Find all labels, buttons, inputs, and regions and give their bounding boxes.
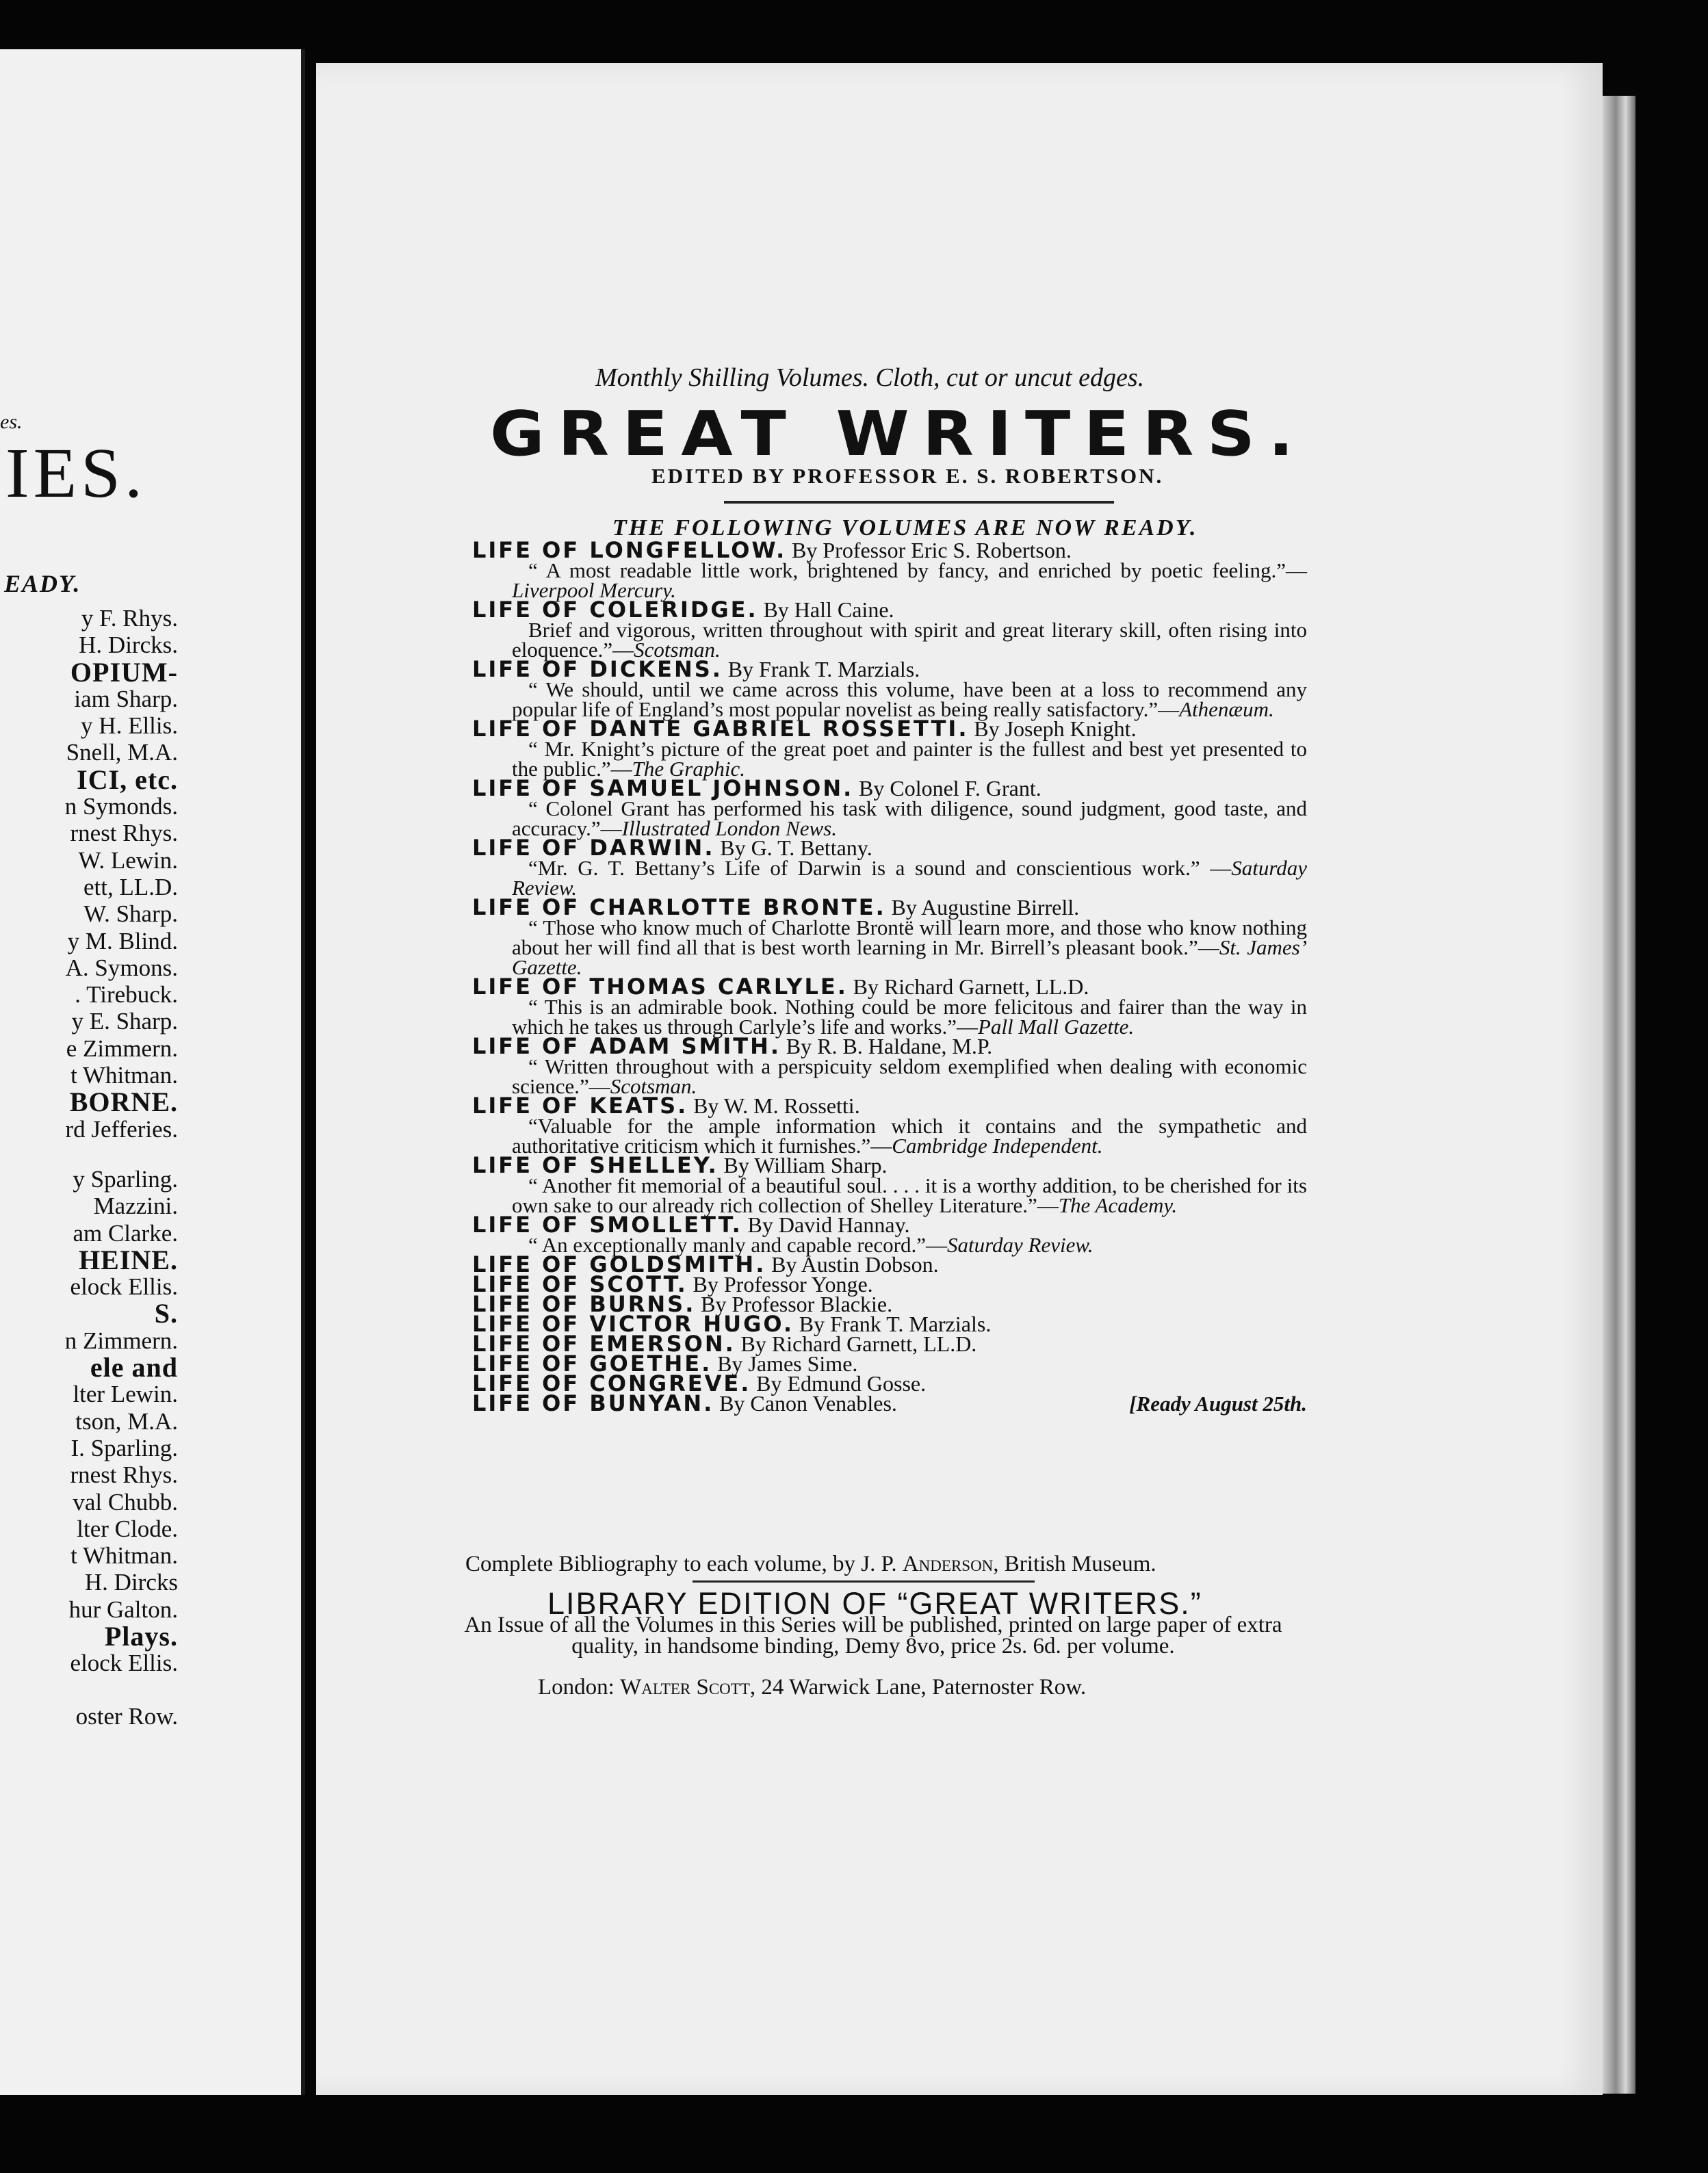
left-page-line: Plays. bbox=[104, 1620, 178, 1652]
left-page-line: rnest Rhys. bbox=[70, 820, 178, 847]
volume-heading bbox=[472, 656, 1307, 682]
volume-heading bbox=[472, 775, 1307, 801]
volume-heading bbox=[472, 597, 1307, 623]
volume-heading bbox=[472, 835, 1307, 861]
volume-entry bbox=[472, 1152, 1307, 1217]
left-page-ready-heading: EADY. bbox=[4, 570, 81, 597]
volume-review bbox=[512, 620, 1307, 660]
volume-author: By Edmund Gosse. bbox=[756, 1371, 927, 1396]
volume-review bbox=[512, 1116, 1307, 1156]
left-page-line: y E. Sharp. bbox=[71, 1008, 178, 1035]
review-quote: “Valuable for the ample information which it contains and the sympathetic and authoritative criticism which it furnishes.”— bbox=[512, 1114, 1307, 1158]
left-page-line: t Whitman. bbox=[70, 1542, 178, 1570]
left-page-line: y H. Ellis. bbox=[81, 712, 178, 740]
volume-review bbox=[512, 915, 1308, 979]
previous-page bbox=[0, 49, 305, 2095]
volume-title: LIFE OF COLERIDGE. bbox=[472, 597, 758, 623]
left-page-line: tson, M.A. bbox=[75, 1407, 178, 1435]
left-page-line: I. Sparling. bbox=[70, 1434, 178, 1461]
left-page-line: y F. Rhys. bbox=[81, 605, 178, 632]
left-page-line: n Zimmern. bbox=[64, 1327, 178, 1354]
left-page-line: A. Symons. bbox=[65, 954, 178, 981]
volume-title: LIFE OF BUNYAN. bbox=[472, 1390, 714, 1416]
review-quote: “ An exceptionally manly and capable record.”— bbox=[528, 1233, 947, 1257]
library-edition-body: An Issue of all the Volumes in this Series will be published, printed on large paper of extra quality, in handsome binding, Demy 8vo, price 2s. 6d. per volume. bbox=[464, 1613, 1282, 1658]
left-page-line: e Zimmern. bbox=[66, 1035, 178, 1062]
left-page-line: n Symonds. bbox=[64, 793, 178, 820]
review-quote: Brief and vigorous, written throughout with spirit and great literary skill, often rising into eloquence.”— bbox=[512, 618, 1307, 662]
volume-title: LIFE OF VICTOR HUGO. bbox=[472, 1311, 794, 1337]
review-source: Scotsman. bbox=[634, 638, 721, 662]
volume-author: By R. B. Haldane, M.P. bbox=[786, 1034, 993, 1058]
volume-review bbox=[512, 858, 1307, 898]
publisher-name: Walter Scott bbox=[620, 1675, 750, 1700]
left-page-line: iam Sharp. bbox=[74, 685, 178, 712]
review-source: Illustrated London News. bbox=[621, 816, 837, 840]
left-page-line: am Clarke. bbox=[73, 1219, 178, 1247]
volume-entry bbox=[472, 1033, 1307, 1098]
series-title: GREAT WRITERS. bbox=[490, 398, 1307, 470]
publisher-post: , 24 Warwick Lane, Paternoster Row. bbox=[749, 1675, 1087, 1700]
volume-heading bbox=[472, 974, 1307, 1000]
volume-author: By Hall Caine. bbox=[763, 597, 894, 622]
left-page-line: lter Lewin. bbox=[73, 1381, 178, 1408]
bibliography-name: Anderson bbox=[902, 1552, 994, 1576]
review-quote: “ Written throughout with a perspicuity seldom exemplified when dealing with economic science.”— bbox=[512, 1054, 1307, 1098]
volume-title: LIFE OF ADAM SMITH. bbox=[472, 1033, 781, 1059]
bibliography-post: , British Museum. bbox=[993, 1552, 1156, 1576]
volume-entry bbox=[472, 1390, 1307, 1416]
review-quote: “ Mr. Knight’s picture of the great poet and painter is the fullest and best yet presented to the public.”— bbox=[512, 737, 1307, 781]
review-quote: “ We should, until we came across this volume, have been at a loss to recommend any popular life of England’s most popular novelist as being really satisfactory.”— bbox=[512, 677, 1307, 721]
volume-review bbox=[512, 739, 1307, 779]
volume-author: By Joseph Knight. bbox=[974, 716, 1137, 741]
volume-title: LIFE OF SHELLEY. bbox=[472, 1152, 719, 1178]
left-page-line: Snell, M.A. bbox=[66, 739, 178, 766]
volume-author: By W. M. Rossetti. bbox=[693, 1093, 860, 1118]
bibliography-pre: Complete Bibliography to each volume, by J. P. bbox=[465, 1552, 903, 1576]
left-page-line: BORNE. bbox=[69, 1086, 178, 1118]
left-page-line: rnest Rhys. bbox=[70, 1461, 178, 1489]
volume-title: LIFE OF SMOLLETT. bbox=[472, 1212, 742, 1238]
review-quote: “ Another fit memorial of a beautiful soul. . . . it is a worthy addition, to be cherished for its own sake to our already rich collection of Shelley Literature.”— bbox=[512, 1173, 1307, 1217]
volume-entry bbox=[472, 537, 1307, 602]
volume-author: By Professor Yonge. bbox=[693, 1272, 873, 1297]
volume-author: By Augustine Birrell. bbox=[891, 895, 1080, 920]
left-page-line: rd Jefferies. bbox=[65, 1115, 178, 1143]
volume-author: By Professor Eric S. Robertson. bbox=[792, 538, 1072, 562]
volume-entry bbox=[472, 656, 1307, 721]
volume-author: By James Sime. bbox=[717, 1351, 858, 1376]
volume-title: LIFE OF CONGREVE. bbox=[472, 1370, 751, 1396]
review-quote: “Mr. G. T. Bettany’s Life of Darwin is a sound and conscientious work.” — bbox=[528, 856, 1232, 880]
volume-title: LIFE OF THOMAS CARLYLE. bbox=[472, 974, 848, 1000]
left-page-line: ICI, etc. bbox=[77, 764, 178, 795]
volume-title: LIFE OF BURNS. bbox=[472, 1291, 696, 1317]
volume-list bbox=[472, 537, 1308, 1416]
left-page-line: W. Lewin. bbox=[78, 846, 178, 874]
volume-author: By Frank T. Marzials. bbox=[727, 657, 920, 681]
volume-heading bbox=[472, 1093, 1307, 1119]
volume-author: By Austin Dobson. bbox=[771, 1252, 939, 1277]
bibliography-note bbox=[465, 1552, 1156, 1577]
editor-line: EDITED BY PROFESSOR E. S. ROBERTSON. bbox=[651, 464, 1164, 488]
volume-title: LIFE OF DARWIN. bbox=[472, 835, 715, 861]
left-page-line: elock Ellis. bbox=[70, 1650, 178, 1677]
left-page-line: lter Clode. bbox=[77, 1515, 178, 1542]
volume-title: LIFE OF SCOTT. bbox=[472, 1271, 688, 1297]
review-quote: “ Those who know much of Charlotte Brontë will learn more, and those who know nothing about her will find all that is best worth learning in Mr. Birrell’s pleasant book.”— bbox=[512, 915, 1307, 959]
ready-heading: THE FOLLOWING VOLUMES ARE NOW READY. bbox=[612, 515, 1198, 541]
volume-heading bbox=[472, 716, 1307, 742]
library-edition-title: LIBRARY EDITION OF “GREAT WRITERS.” bbox=[547, 1586, 1202, 1621]
volume-title: LIFE OF LONGFELLOW. bbox=[472, 537, 787, 563]
volume-entry bbox=[472, 775, 1307, 840]
volume-review bbox=[512, 560, 1307, 600]
volume-author: By Colonel F. Grant. bbox=[859, 776, 1041, 801]
publisher-line bbox=[538, 1675, 1086, 1700]
volume-title: LIFE OF DICKENS. bbox=[472, 656, 723, 682]
volume-review bbox=[512, 798, 1307, 838]
volume-author: By Richard Garnett, LL.D. bbox=[853, 974, 1089, 999]
review-quote: “ This is an admirable book. Nothing could be more felicitous and fairer than the way in which he takes us through Carlyle’s life and works.”— bbox=[512, 995, 1307, 1039]
volume-heading bbox=[472, 1390, 1307, 1416]
review-source: St. James’ Gazette. bbox=[512, 935, 1308, 979]
review-source: The Graphic. bbox=[632, 757, 745, 781]
volume-entry bbox=[472, 1093, 1307, 1158]
volume-author: By Frank T. Marzials. bbox=[799, 1312, 992, 1336]
left-page-line: ett, LL.D. bbox=[83, 873, 178, 900]
volume-title: LIFE OF EMERSON. bbox=[472, 1331, 736, 1357]
volume-entry bbox=[472, 974, 1307, 1039]
volume-entry bbox=[472, 894, 1308, 979]
review-source: Liverpool Mercury. bbox=[512, 578, 676, 602]
divider bbox=[724, 501, 1114, 504]
review-source: Scotsman. bbox=[610, 1074, 697, 1098]
left-page-list bbox=[0, 605, 301, 1730]
volume-review bbox=[512, 1056, 1307, 1096]
left-page-line: . Tirebuck. bbox=[75, 981, 178, 1009]
page-edge bbox=[1603, 96, 1635, 2094]
left-page-line: val Chubb. bbox=[73, 1488, 178, 1515]
volume-entry bbox=[472, 835, 1307, 900]
review-quote: “ A most readable little work, brightened by fancy, and enriched by poetic feeling.”— bbox=[528, 558, 1307, 582]
left-page-title: IES. bbox=[5, 434, 146, 512]
review-source: The Academy. bbox=[1058, 1193, 1178, 1217]
review-quote: “ Colonel Grant has performed his task with diligence, sound judgment, good taste, and accuracy.”— bbox=[512, 796, 1307, 840]
volume-entry bbox=[472, 597, 1307, 662]
volume-author: By Richard Garnett, LL.D. bbox=[740, 1331, 977, 1356]
left-page-line: hur Galton. bbox=[68, 1596, 178, 1623]
review-source: Saturday Review. bbox=[947, 1233, 1094, 1257]
volume-title: LIFE OF KEATS. bbox=[472, 1093, 688, 1119]
left-page-line: Mazzini. bbox=[93, 1193, 178, 1220]
volume-author: By Canon Venables. bbox=[719, 1391, 897, 1416]
volume-author: By David Hannay. bbox=[747, 1212, 910, 1237]
volume-review bbox=[512, 679, 1307, 719]
review-source: Saturday Review. bbox=[512, 856, 1307, 900]
volume-entry bbox=[472, 1212, 1307, 1257]
left-page-line: HEINE. bbox=[79, 1244, 178, 1275]
divider bbox=[693, 1580, 1035, 1583]
left-page-line: H. Dircks bbox=[84, 1569, 178, 1596]
left-page-line: W. Sharp. bbox=[83, 900, 178, 928]
left-page-line: t Whitman. bbox=[70, 1062, 178, 1089]
volume-heading bbox=[472, 537, 1307, 563]
volume-author: By G. T. Bettany. bbox=[720, 835, 872, 860]
volume-review bbox=[512, 1175, 1307, 1215]
review-source: Pall Mall Gazette. bbox=[978, 1015, 1135, 1039]
left-page-line: elock Ellis. bbox=[70, 1273, 178, 1301]
volume-title: LIFE OF GOETHE. bbox=[472, 1351, 712, 1377]
volume-review bbox=[512, 997, 1307, 1037]
volume-title: LIFE OF DANTE GABRIEL ROSSETTI. bbox=[472, 716, 969, 742]
left-page-line: oster Row. bbox=[75, 1702, 178, 1730]
left-page-line: S. bbox=[154, 1298, 178, 1329]
ready-date-note: [Ready August 25th. bbox=[1129, 1392, 1307, 1416]
left-page-line: y M. Blind. bbox=[67, 927, 178, 954]
volume-heading bbox=[472, 1033, 1307, 1059]
volume-heading bbox=[472, 1152, 1307, 1178]
volume-title: LIFE OF CHARLOTTE BRONTE. bbox=[472, 894, 886, 920]
volume-title: LIFE OF GOLDSMITH. bbox=[472, 1251, 766, 1277]
left-page-line: H. Dircks. bbox=[79, 632, 178, 659]
volume-heading bbox=[472, 894, 1307, 920]
volume-author: By Professor Blackie. bbox=[701, 1292, 893, 1316]
left-page-line: y Sparling. bbox=[73, 1165, 178, 1193]
review-source: Cambridge Independent. bbox=[892, 1134, 1103, 1158]
left-page-line: ele and bbox=[90, 1352, 178, 1383]
volume-entry bbox=[472, 716, 1307, 781]
series-note: Monthly Shilling Volumes. Cloth, cut or uncut edges. bbox=[595, 363, 1145, 392]
left-page-head-note: es. bbox=[0, 411, 23, 433]
volume-author: By William Sharp. bbox=[723, 1153, 888, 1177]
volume-heading bbox=[472, 1212, 1307, 1238]
volume-title: LIFE OF SAMUEL JOHNSON. bbox=[472, 775, 854, 801]
left-page-line: OPIUM- bbox=[70, 656, 178, 688]
publisher-pre: London: bbox=[538, 1675, 621, 1700]
review-source: Athenæum. bbox=[1179, 697, 1274, 721]
